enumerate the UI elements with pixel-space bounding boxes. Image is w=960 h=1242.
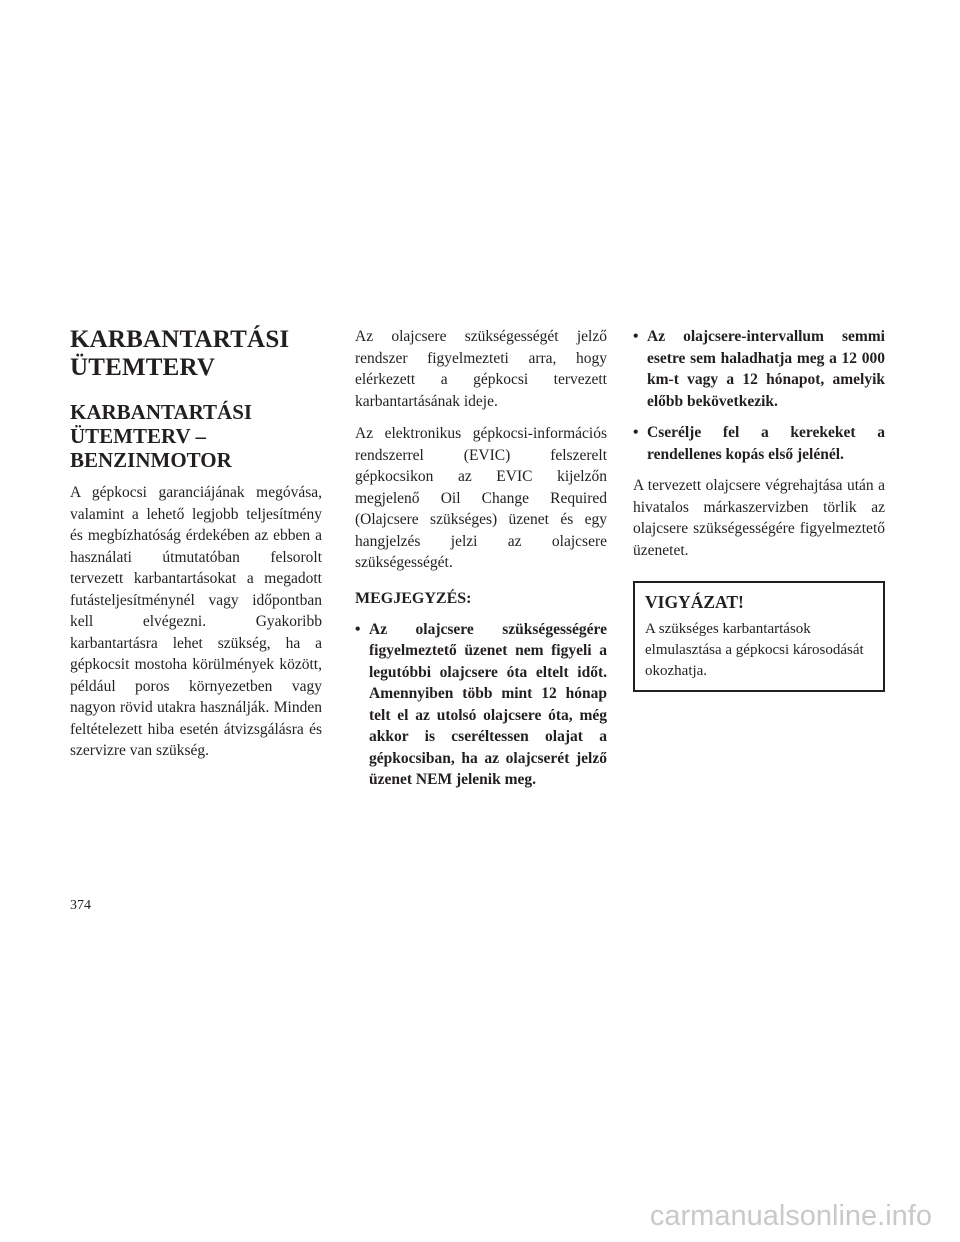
caution-box xyxy=(633,581,885,692)
bullet-marker: • xyxy=(355,620,361,638)
watermark-text: carmanualsonline.info xyxy=(649,1200,932,1232)
page-number: 374 xyxy=(70,898,91,913)
list-item xyxy=(633,422,885,465)
middle-column xyxy=(355,326,607,801)
list-item xyxy=(355,619,607,791)
right-column xyxy=(633,326,885,692)
oil-reset-paragraph: A tervezett olajcsere végrehajtása után a hivatalos márkaszervizben törlik az olajcsere szükségességére figyelmeztető üzenetet. xyxy=(633,477,885,559)
intro-paragraph: A gépkocsi garanciájának megóvása, valamint a lehető legjobb teljesítmény és megbízhatóság érdekében az ebben a használati útmutatóban felsorolt tervezett karbantartásokat a megadott futásteljesítménynél vagy időpontban kell elvégezni. Gyakoribb karbantartásra lehet szükség, ha a gépkocsit mostoha körülmények között, például poros környezetben vagy nagyon rövid utakra használják. Minden feltételezett hiba esetén átvizsgálásra és szervizre van szükség. xyxy=(70,484,322,759)
bullet-list xyxy=(633,326,885,465)
bullet-marker: • xyxy=(633,328,639,345)
note-heading: MEGJEGYZÉS: xyxy=(355,589,472,607)
bullet-text: Az olajcsere szükségességére figyelmeztető üzenet nem figyeli a legutóbbi olajcsere óta eltelt időt. Amennyiben több mint 12 hónap telt el az utolsó olajcsere óta, még akkor is cseréltessen olajat a gépkocsiban, ha az olajcserét jelző üzenet NEM jelenik meg. xyxy=(369,620,607,788)
bullet-marker: • xyxy=(633,424,639,441)
list-item xyxy=(633,326,885,412)
bullet-text: Az olajcsere-intervallum semmi esetre sem haladhatja meg a 12 000 km-t vagy a 12 hónapot, amelyik előbb bekövetkezik. xyxy=(647,328,885,410)
left-column xyxy=(70,326,322,773)
section-heading: KARBANTARTÁSI ÜTEMTERV xyxy=(70,326,290,381)
oil-change-indicator-paragraph: Az olajcsere szükségességét jelző rendszer figyelmezteti arra, hogy elérkezett a gépkocsi tervezett karbantartásának ideje. xyxy=(355,328,607,410)
caution-text: A szükséges karbantartások elmulasztása a gépkocsi károsodását okozhatja. xyxy=(645,621,864,679)
evic-paragraph: Az elektronikus gépkocsi-információs rendszerrel (EVIC) felszerelt gépkocsikon az EVIC kijelzőn megjelenő Oil Change Required (Olajcsere szükséges) üzenet és egy hangjelzés jelzi az olajcsere szükségességét. xyxy=(355,425,607,571)
subsection-heading: KARBANTARTÁSI ÜTEMTERV – BENZINMOTOR xyxy=(70,400,253,472)
bullet-text: Cserélje fel a kerekeket a rendellenes kopás első jelénél. xyxy=(647,424,885,463)
note-bullet-list xyxy=(355,619,607,791)
caution-title: VIGYÁZAT! xyxy=(645,592,744,612)
